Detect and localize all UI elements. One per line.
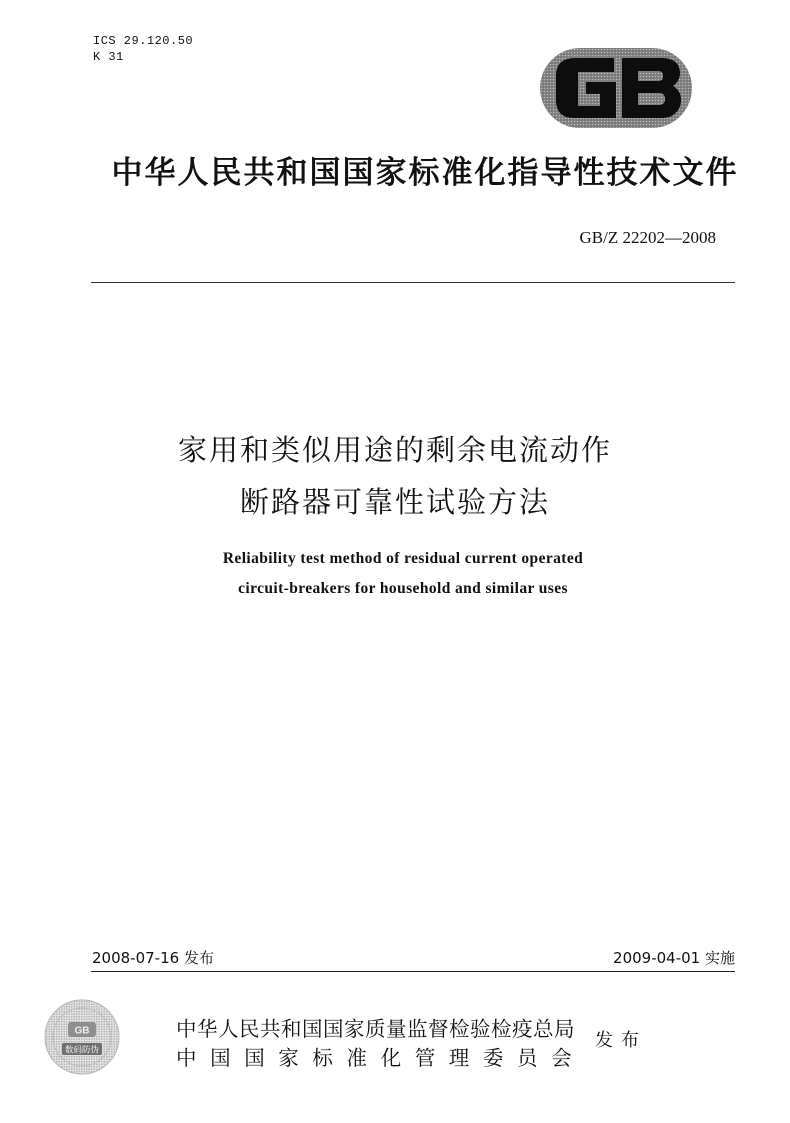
seal-text: 数码防伪 bbox=[64, 1045, 100, 1056]
title-chinese-line-2: 断路器可靠性试验方法 bbox=[239, 485, 550, 519]
publish-label: 发布 bbox=[595, 1030, 647, 1051]
anti-counterfeit-seal-icon bbox=[43, 998, 121, 1076]
svg-text:GB: GB bbox=[74, 1025, 90, 1037]
implementation-date: 2009-04-01 实施 bbox=[613, 949, 735, 967]
standard-number: GB/Z 22202—2008 bbox=[579, 228, 716, 247]
classification-codes bbox=[93, 33, 193, 65]
title-chinese-line-1: 家用和类似用途的剩余电流动作 bbox=[177, 433, 612, 467]
footer-divider bbox=[91, 971, 735, 972]
document-type: 中华人民共和国国家标准化指导性技术文件 bbox=[111, 155, 739, 191]
category-code: K 31 bbox=[93, 50, 124, 64]
publisher-line-2: 中国国家标准化管理委员会 bbox=[176, 1046, 586, 1070]
publisher-line-1: 中华人民共和国国家质量监督检验检疫总局 bbox=[176, 1017, 575, 1041]
title-english-line-2: circuit-breakers for household and similar uses bbox=[238, 580, 568, 597]
issue-date: 2008-07-16 发布 bbox=[92, 949, 214, 967]
title-english-line-1: Reliability test method of residual current operated bbox=[222, 550, 584, 567]
header-divider bbox=[91, 282, 735, 283]
gb-logo bbox=[540, 42, 692, 134]
ics-code: ICS 29.120.50 bbox=[93, 34, 194, 48]
